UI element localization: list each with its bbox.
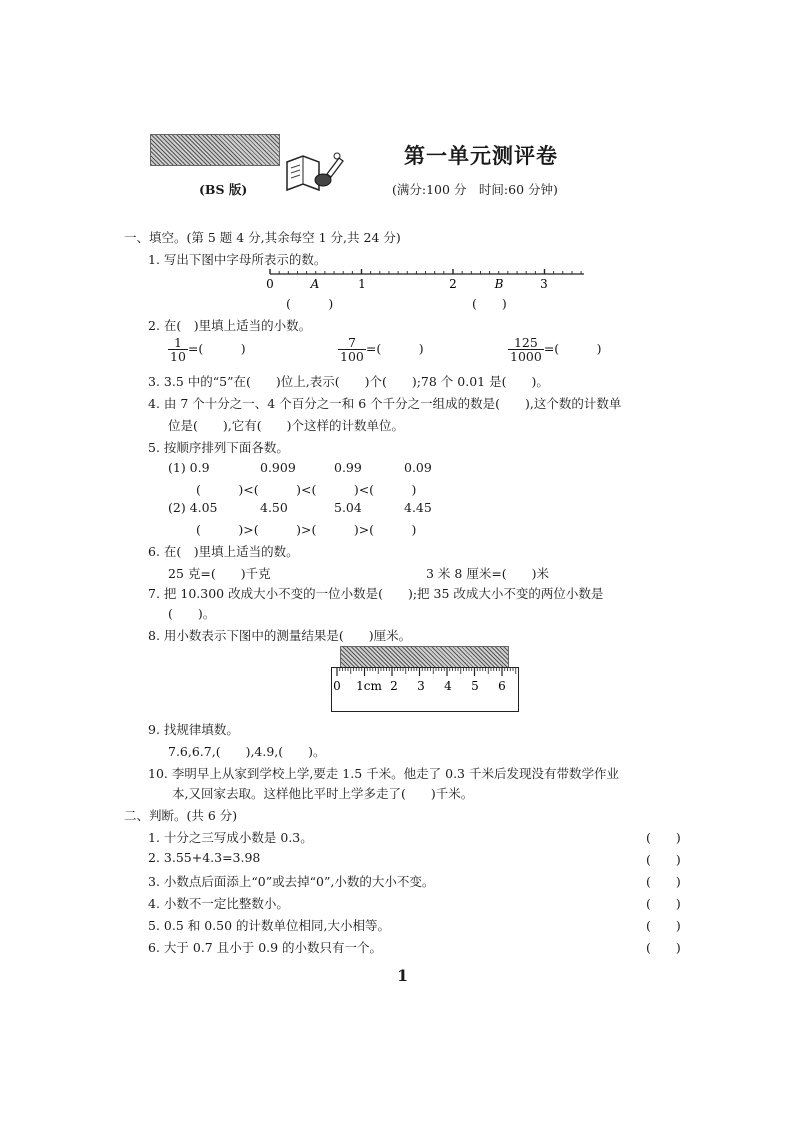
ruler-scale (331, 667, 519, 712)
numberline-label-b: B (494, 277, 504, 291)
q5-part2-number: 4.50 (260, 500, 288, 515)
judgment-bracket-5[interactable]: ( ) (646, 918, 681, 933)
judgment-item-3: 3. 小数点后面添上“0”或去掉“0”,小数的大小不变。 (148, 874, 435, 889)
ruler-label-2: 2 (390, 679, 398, 693)
fraction-3-numerator: 125 (508, 336, 544, 350)
question-9: 9. 找规律填数。 (148, 722, 239, 737)
section1-heading: 一、填空。(第 5 题 4 分,其余每空 1 分,共 24 分) (124, 230, 401, 245)
ruler-label-6: 6 (498, 679, 506, 693)
judgment-bracket-1[interactable]: ( ) (646, 830, 681, 845)
judgment-item-5: 5. 0.5 和 0.50 的计数单位相同,大小相等。 (148, 918, 391, 933)
fraction-3-blank[interactable]: =( ) (543, 341, 602, 357)
question-7-line-2: ( )。 (168, 606, 216, 621)
numberline-label-2: 2 (449, 277, 457, 291)
judgment-item-4: 4. 小数不一定比整数小。 (148, 896, 289, 911)
ruler-label-4: 4 (444, 679, 452, 693)
q5-part2-label: (2) 4.05 (168, 500, 218, 515)
book-desk-illustration (283, 150, 345, 194)
judgment-item-6: 6. 大于 0.7 且小于 0.9 的小数只有一个。 (148, 940, 383, 955)
fraction-3-denominator: 1000 (510, 349, 542, 365)
q5-part1-blanks[interactable]: ( )<( )<( )<( ) (196, 482, 417, 497)
question-10-line-1: 10. 李明早上从家到学校上学,要走 1.5 千米。他走了 0.3 千米后发现没有带数学作业 (148, 766, 619, 781)
header-banner-image (150, 134, 280, 166)
numberline-label-1: 1 (358, 277, 366, 291)
judgment-bracket-2[interactable]: ( ) (646, 852, 681, 867)
q6-item-b[interactable]: 3 米 8 厘米=( )米 (426, 566, 550, 581)
question-3: 3. 3.5 中的“5”在( )位上,表示( )个( );78 个 0.01 是( )。 (148, 374, 549, 389)
fraction-item-1 (168, 336, 246, 363)
fraction-item-3 (508, 336, 602, 363)
number-line-diagram (262, 266, 592, 292)
answer-blank-a[interactable]: ( ) (286, 296, 334, 311)
fraction-1-denominator: 10 (170, 349, 186, 365)
ruler-label-1cm: 1cm (356, 679, 382, 693)
score-time-label: (满分:100 分 时间:60 分钟) (392, 182, 558, 197)
q5-part2-number: 4.45 (404, 500, 432, 515)
fraction-2-blank[interactable]: =( ) (365, 341, 424, 357)
numberline-label-0: 0 (266, 277, 274, 291)
page-title: 第一单元测评卷 (404, 143, 558, 168)
q5-part1-label: (1) 0.9 (168, 460, 210, 475)
q9-sequence[interactable]: 7.6,6.7,( ),4.9,( )。 (168, 744, 326, 759)
fraction-2-numerator: 7 (338, 336, 366, 350)
question-8: 8. 用小数表示下图中的测量结果是( )厘米。 (148, 628, 412, 643)
judgment-bracket-6[interactable]: ( ) (646, 940, 681, 955)
answer-blank-b[interactable]: ( ) (472, 296, 507, 311)
numberline-label-3: 3 (540, 277, 548, 291)
q5-part2-blanks[interactable]: ( )>( )>( )>( ) (196, 522, 417, 537)
judgment-bracket-4[interactable]: ( ) (646, 896, 681, 911)
fraction-1-blank[interactable]: =( ) (187, 341, 246, 357)
q5-part1-number: 0.09 (404, 460, 432, 475)
numberline-label-a: A (310, 277, 320, 291)
section2-heading: 二、判断。(共 6 分) (124, 808, 238, 823)
question-7-line-1: 7. 把 10.300 改成大小不变的一位小数是( );把 35 改成大小不变的两位小数是 (148, 586, 604, 601)
ruler-label-3: 3 (417, 679, 425, 693)
edition-label: (BS 版) (199, 182, 248, 197)
question-10-line-2: 本,又回家去取。这样他比平时上学多走了( )千米。 (172, 786, 474, 801)
question-4-line-1: 4. 由 7 个十分之一、4 个百分之一和 6 个千分之一组成的数是( ),这个数的计数单 (148, 396, 622, 411)
ruler-label-0: 0 (333, 679, 341, 693)
q6-item-a[interactable]: 25 克=( )千克 (168, 566, 271, 581)
q5-part1-number: 0.99 (334, 460, 362, 475)
q5-part1-number: 0.909 (260, 460, 296, 475)
fraction-2-denominator: 100 (340, 349, 364, 365)
question-5: 5. 按顺序排列下面各数。 (148, 440, 289, 455)
ruler-label-5: 5 (471, 679, 479, 693)
fraction-item-2 (338, 336, 424, 363)
question-1: 1. 写出下图中字母所表示的数。 (148, 252, 327, 267)
fraction-1-numerator: 1 (168, 336, 188, 350)
question-4-line-2: 位是( ),它有( )个这样的计数单位。 (168, 418, 404, 433)
judgment-item-2: 2. 3.55+4.3=3.98 (148, 850, 261, 865)
measured-object-bar (340, 646, 509, 668)
page-number: 1 (397, 966, 409, 985)
q5-part2-number: 5.04 (334, 500, 362, 515)
judgment-bracket-3[interactable]: ( ) (646, 874, 681, 889)
judgment-item-1: 1. 十分之三写成小数是 0.3。 (148, 830, 313, 845)
question-6: 6. 在( )里填上适当的数。 (148, 544, 299, 559)
question-2: 2. 在( )里填上适当的小数。 (148, 318, 312, 333)
